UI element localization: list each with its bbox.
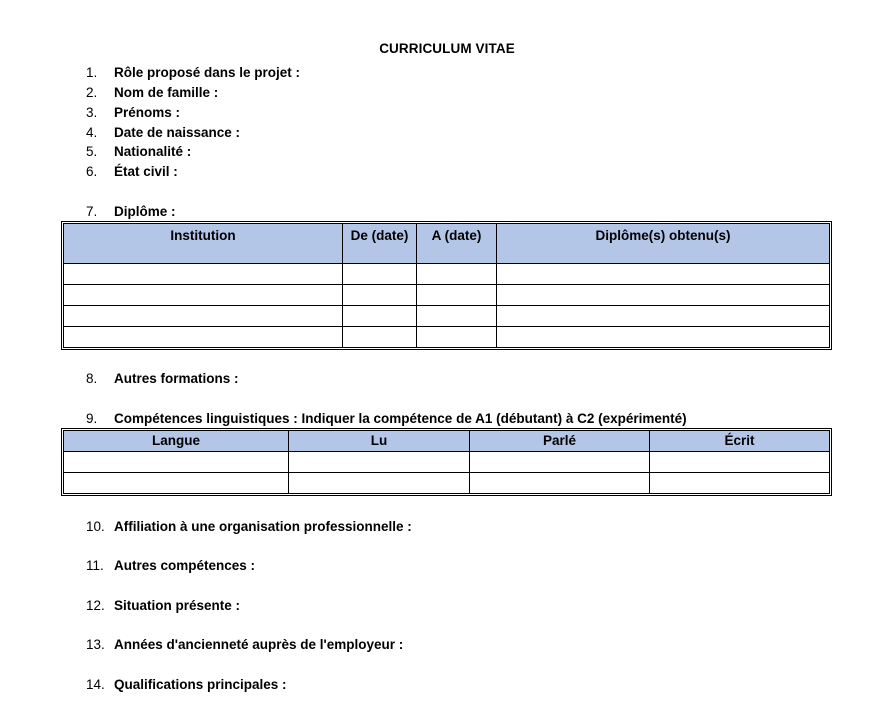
langue-table: [61, 428, 832, 496]
table-cell[interactable]: [64, 452, 289, 473]
col-header-a-date: A (date): [417, 224, 497, 264]
table-row: [64, 306, 829, 327]
table-cell[interactable]: [497, 327, 829, 347]
table-cell[interactable]: [470, 473, 650, 493]
table-cell[interactable]: [497, 264, 829, 285]
field-nationalite: [86, 143, 191, 161]
item-label: Années d'ancienneté auprès de l'employeur :: [114, 637, 404, 652]
item-label: Nom de famille :: [114, 85, 219, 100]
table-cell[interactable]: [417, 285, 497, 306]
item-label: Diplôme :: [114, 204, 176, 219]
item-number: 7.: [86, 204, 98, 219]
diplome-table: [61, 221, 832, 350]
item-label: Nationalité :: [114, 144, 192, 159]
table-cell[interactable]: [650, 452, 829, 473]
item-number: 4.: [86, 125, 98, 140]
field-competences-linguistiques: [86, 410, 687, 428]
table-cell[interactable]: [64, 285, 343, 306]
item-number: 9.: [86, 411, 98, 426]
field-situation-presente: [86, 597, 240, 615]
table-header-row: [64, 431, 829, 452]
table-row: [64, 285, 829, 306]
item-number: 10.: [86, 519, 105, 534]
field-diplome: [86, 203, 176, 221]
table-cell[interactable]: [417, 264, 497, 285]
table-row: [64, 473, 829, 493]
table-cell[interactable]: [289, 452, 470, 473]
table-cell[interactable]: [343, 285, 417, 306]
item-label: Affiliation à une organisation professionnelle :: [114, 519, 412, 534]
item-number: 5.: [86, 144, 98, 159]
col-header-langue: Langue: [64, 431, 289, 452]
col-header-diplomes-obtenus: Diplôme(s) obtenu(s): [497, 224, 829, 264]
item-number: 1.: [86, 65, 98, 80]
table-cell[interactable]: [470, 452, 650, 473]
field-date-naissance: [86, 124, 240, 142]
table-cell[interactable]: [64, 306, 343, 327]
item-label: Date de naissance :: [114, 125, 241, 140]
table-cell[interactable]: [343, 306, 417, 327]
table-cell[interactable]: [343, 264, 417, 285]
document-title: CURRICULUM VITAE: [379, 41, 515, 56]
field-affiliation: [86, 518, 412, 536]
col-header-de-date: De (date): [343, 224, 417, 264]
table-cell[interactable]: [497, 306, 829, 327]
item-label: Autres compétences :: [114, 558, 256, 573]
item-label: Situation présente :: [114, 598, 241, 613]
item-label: Qualifications principales :: [114, 677, 287, 692]
item-number: 13.: [86, 637, 105, 652]
item-label: Prénoms :: [114, 105, 181, 120]
field-role: [86, 64, 300, 82]
field-nom-famille: [86, 84, 218, 102]
field-qualifications: [86, 676, 287, 694]
item-number: 3.: [86, 105, 98, 120]
field-autres-competences: [86, 557, 255, 575]
col-header-ecrit: Écrit: [650, 431, 829, 452]
item-number: 14.: [86, 677, 105, 692]
table-cell[interactable]: [497, 285, 829, 306]
table-cell[interactable]: [64, 264, 343, 285]
table-header-row: [64, 224, 829, 264]
item-label: Compétences linguistiques : Indiquer la compétence de A1 (débutant) à C2 (expérimenté): [114, 411, 687, 426]
col-header-lu: Lu: [289, 431, 470, 452]
table-row: [64, 452, 829, 473]
table-cell[interactable]: [417, 327, 497, 347]
col-header-parle: Parlé: [470, 431, 650, 452]
item-label: Autres formations :: [114, 371, 239, 386]
item-number: 12.: [86, 598, 105, 613]
item-number: 8.: [86, 371, 98, 386]
table-cell[interactable]: [64, 473, 289, 493]
table-cell[interactable]: [289, 473, 470, 493]
table-cell[interactable]: [343, 327, 417, 347]
item-number: 6.: [86, 164, 98, 179]
item-label: Rôle proposé dans le projet :: [114, 65, 301, 80]
field-etat-civil: [86, 163, 178, 181]
table-cell[interactable]: [650, 473, 829, 493]
item-number: 11.: [86, 558, 104, 573]
field-anciennete: [86, 636, 403, 654]
item-label: État civil :: [114, 164, 178, 179]
table-row: [64, 264, 829, 285]
col-header-institution: Institution: [64, 224, 343, 264]
table-row: [64, 327, 829, 347]
field-autres-formations: [86, 370, 239, 388]
table-cell[interactable]: [417, 306, 497, 327]
item-number: 2.: [86, 85, 98, 100]
table-cell[interactable]: [64, 327, 343, 347]
field-prenoms: [86, 104, 180, 122]
